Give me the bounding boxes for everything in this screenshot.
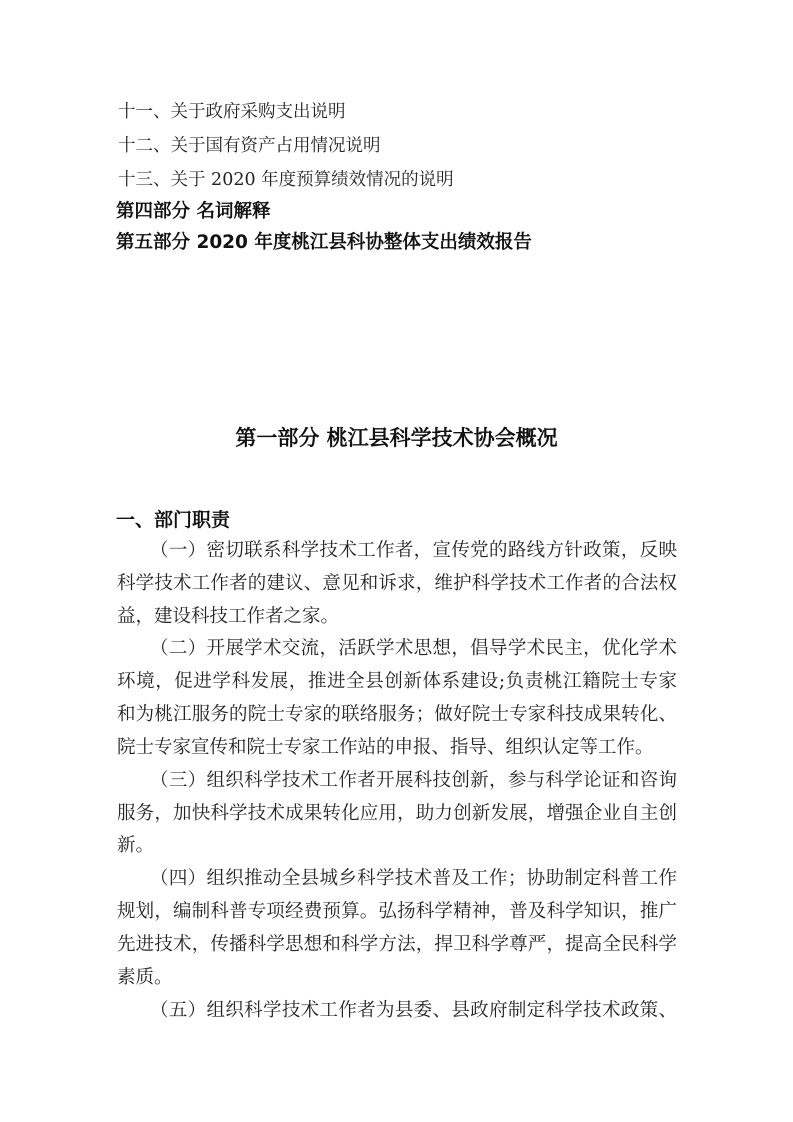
paragraph-line: （三）组织科学技术工作者开展科技创新，参与科学论证和咨询 — [150, 770, 677, 791]
paragraph-line: 益，建设科技工作者之家。 — [117, 606, 340, 627]
toc-part: 第四部分 名词解释 — [116, 201, 271, 222]
paragraph-line: （五）组织科学技术工作者为县委、县政府制定科学技术政策、 — [150, 1000, 677, 1021]
toc-part: 第五部分 2020 年度桃江县科协整体支出绩效报告 — [116, 232, 532, 253]
section-heading: 一、部门职责 — [116, 509, 231, 531]
paragraph-line: 素质。 — [117, 967, 173, 988]
toc-item: 十一、关于政府采购支出说明 — [118, 102, 346, 122]
paragraph-line: 和为桃江服务的院士专家的联络服务；做好院士专家科技成果转化、 — [117, 704, 677, 725]
paragraph-line: 新。 — [117, 835, 155, 856]
paragraph-line: （一）密切联系科学技术工作者，宣传党的路线方针政策，反映 — [150, 540, 677, 561]
paragraph-line: 先进技术，传播科学思想和科学方法，捍卫科学尊严，提高全民科学 — [117, 934, 677, 955]
paragraph-line: 环境，促进学科发展，推进全县创新体系建设;负责桃江籍院士专家 — [117, 671, 677, 692]
paragraph-line: 服务，加快科学技术成果转化应用，助力创新发展，增强企业自主创 — [117, 803, 677, 824]
toc-item: 十二、关于国有资产占用情况说明 — [118, 136, 381, 156]
part-title: 第一部分 桃江县科学技术协会概况 — [235, 426, 558, 450]
paragraph-line: 科学技术工作者的建议、意见和诉求，维护科学技术工作者的合法权 — [117, 573, 677, 594]
paragraph-line: 院士专家宣传和院士专家工作站的申报、指导、组织认定等工作。 — [117, 737, 654, 758]
paragraph-line: （四）组织推动全县城乡科学技术普及工作；协助制定科普工作 — [150, 868, 677, 889]
toc-item: 十三、关于 2020 年度预算绩效情况的说明 — [118, 170, 454, 190]
paragraph-line: （二）开展学术交流，活跃学术思想，倡导学术民主，优化学术 — [150, 638, 677, 659]
paragraph-line: 规划，编制科普专项经费预算。弘扬科学精神，普及科学知识，推广 — [117, 901, 677, 922]
